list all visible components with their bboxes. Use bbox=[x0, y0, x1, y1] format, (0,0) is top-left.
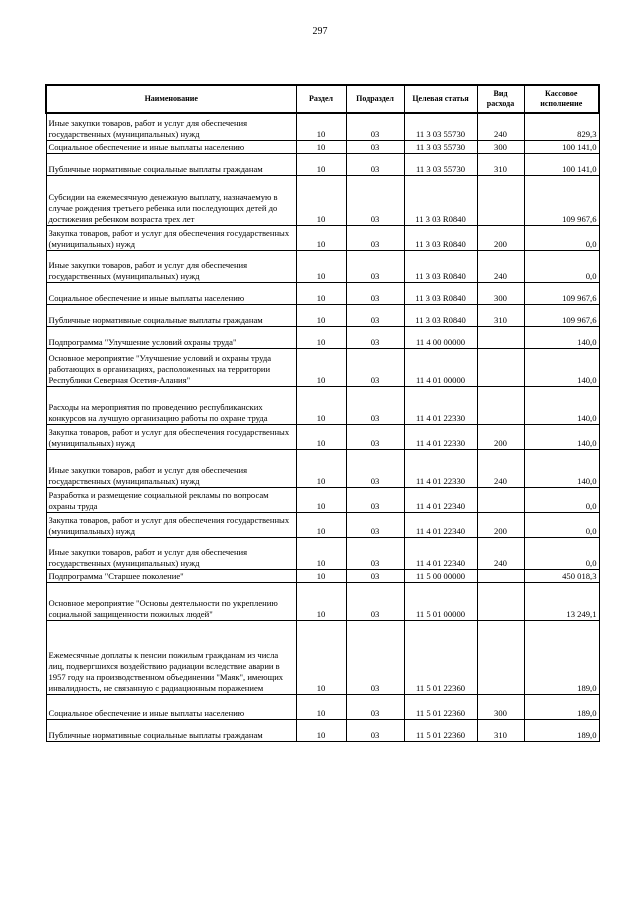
cell-amount: 189,0 bbox=[524, 620, 599, 694]
cell-statya: 11 4 01 00000 bbox=[404, 348, 477, 386]
cell-amount: 189,0 bbox=[524, 694, 599, 719]
cell-podrazdel: 03 bbox=[346, 225, 404, 250]
cell-name: Социальное обеспечение и иные выплаты населению bbox=[46, 140, 296, 153]
cell-statya: 11 3 03 R0840 bbox=[404, 282, 477, 304]
cell-vid: 200 bbox=[477, 512, 524, 537]
cell-podrazdel: 03 bbox=[346, 719, 404, 741]
cell-name: Основное мероприятие "Основы деятельности по укреплению социальной защищенности пожилых людей" bbox=[46, 582, 296, 620]
table-body bbox=[46, 113, 599, 741]
cell-amount: 189,0 bbox=[524, 719, 599, 741]
cell-vid bbox=[477, 582, 524, 620]
table-row bbox=[46, 582, 599, 620]
table-row bbox=[46, 225, 599, 250]
cell-name: Публичные нормативные социальные выплаты гражданам bbox=[46, 153, 296, 175]
cell-podrazdel: 03 bbox=[346, 424, 404, 449]
cell-razdel: 10 bbox=[296, 140, 346, 153]
cell-statya: 11 4 01 22330 bbox=[404, 449, 477, 487]
cell-amount: 0,0 bbox=[524, 250, 599, 282]
cell-podrazdel: 03 bbox=[346, 487, 404, 512]
cell-podrazdel: 03 bbox=[346, 304, 404, 326]
cell-razdel: 10 bbox=[296, 582, 346, 620]
cell-vid bbox=[477, 348, 524, 386]
cell-vid: 310 bbox=[477, 304, 524, 326]
cell-statya: 11 4 01 22330 bbox=[404, 386, 477, 424]
table-row bbox=[46, 424, 599, 449]
table-row bbox=[46, 386, 599, 424]
cell-podrazdel: 03 bbox=[346, 348, 404, 386]
cell-vid: 300 bbox=[477, 140, 524, 153]
cell-podrazdel: 03 bbox=[346, 113, 404, 140]
cell-statya: 11 4 01 22340 bbox=[404, 487, 477, 512]
cell-razdel: 10 bbox=[296, 282, 346, 304]
cell-amount: 109 967,6 bbox=[524, 282, 599, 304]
cell-name: Закупка товаров, работ и услуг для обеспечения государственных (муниципальных) нужд bbox=[46, 424, 296, 449]
header-amount: Кассовое исполнение bbox=[524, 85, 599, 113]
cell-razdel: 10 bbox=[296, 449, 346, 487]
table-row bbox=[46, 153, 599, 175]
cell-name: Иные закупки товаров, работ и услуг для обеспечения государственных (муниципальных) нужд bbox=[46, 113, 296, 140]
cell-statya: 11 3 03 55730 bbox=[404, 153, 477, 175]
cell-amount: 140,0 bbox=[524, 348, 599, 386]
table-row bbox=[46, 250, 599, 282]
cell-podrazdel: 03 bbox=[346, 582, 404, 620]
cell-razdel: 10 bbox=[296, 424, 346, 449]
cell-vid: 300 bbox=[477, 694, 524, 719]
cell-podrazdel: 03 bbox=[346, 386, 404, 424]
table-row bbox=[46, 175, 599, 225]
cell-statya: 11 3 03 55730 bbox=[404, 140, 477, 153]
table-row bbox=[46, 694, 599, 719]
cell-statya: 11 5 00 00000 bbox=[404, 569, 477, 582]
cell-razdel: 10 bbox=[296, 537, 346, 569]
cell-razdel: 10 bbox=[296, 620, 346, 694]
cell-razdel: 10 bbox=[296, 487, 346, 512]
cell-amount: 450 018,3 bbox=[524, 569, 599, 582]
header-podrazdel: Подраздел bbox=[346, 85, 404, 113]
cell-razdel: 10 bbox=[296, 569, 346, 582]
budget-table bbox=[45, 84, 600, 742]
table-row bbox=[46, 512, 599, 537]
cell-amount: 13 249,1 bbox=[524, 582, 599, 620]
cell-vid: 310 bbox=[477, 719, 524, 741]
cell-vid: 300 bbox=[477, 282, 524, 304]
cell-podrazdel: 03 bbox=[346, 512, 404, 537]
table-row bbox=[46, 487, 599, 512]
cell-amount: 0,0 bbox=[524, 225, 599, 250]
cell-statya: 11 3 03 R0840 bbox=[404, 175, 477, 225]
cell-podrazdel: 03 bbox=[346, 250, 404, 282]
cell-statya: 11 4 01 22340 bbox=[404, 537, 477, 569]
cell-name: Закупка товаров, работ и услуг для обеспечения государственных (муниципальных) нужд bbox=[46, 225, 296, 250]
cell-vid bbox=[477, 569, 524, 582]
cell-vid: 200 bbox=[477, 225, 524, 250]
cell-amount: 100 141,0 bbox=[524, 140, 599, 153]
table-row bbox=[46, 304, 599, 326]
cell-statya: 11 5 01 22360 bbox=[404, 694, 477, 719]
cell-statya: 11 5 01 00000 bbox=[404, 582, 477, 620]
cell-name: Социальное обеспечение и иные выплаты населению bbox=[46, 694, 296, 719]
cell-statya: 11 4 01 22330 bbox=[404, 424, 477, 449]
cell-podrazdel: 03 bbox=[346, 569, 404, 582]
cell-statya: 11 4 00 00000 bbox=[404, 326, 477, 348]
cell-podrazdel: 03 bbox=[346, 153, 404, 175]
cell-podrazdel: 03 bbox=[346, 620, 404, 694]
cell-podrazdel: 03 bbox=[346, 449, 404, 487]
cell-vid bbox=[477, 175, 524, 225]
cell-vid bbox=[477, 620, 524, 694]
cell-amount: 140,0 bbox=[524, 386, 599, 424]
cell-amount: 109 967,6 bbox=[524, 304, 599, 326]
cell-vid: 240 bbox=[477, 250, 524, 282]
cell-razdel: 10 bbox=[296, 326, 346, 348]
cell-razdel: 10 bbox=[296, 113, 346, 140]
cell-name: Подпрограмма "Улучшение условий охраны труда" bbox=[46, 326, 296, 348]
cell-name: Публичные нормативные социальные выплаты гражданам bbox=[46, 304, 296, 326]
cell-vid bbox=[477, 386, 524, 424]
cell-podrazdel: 03 bbox=[346, 537, 404, 569]
table-row bbox=[46, 326, 599, 348]
cell-podrazdel: 03 bbox=[346, 694, 404, 719]
table-row bbox=[46, 719, 599, 741]
cell-name: Иные закупки товаров, работ и услуг для обеспечения государственных (муниципальных) нужд bbox=[46, 250, 296, 282]
cell-name: Социальное обеспечение и иные выплаты населению bbox=[46, 282, 296, 304]
table-row bbox=[46, 113, 599, 140]
cell-razdel: 10 bbox=[296, 225, 346, 250]
cell-vid bbox=[477, 487, 524, 512]
cell-razdel: 10 bbox=[296, 719, 346, 741]
cell-statya: 11 3 03 55730 bbox=[404, 113, 477, 140]
cell-amount: 140,0 bbox=[524, 449, 599, 487]
cell-podrazdel: 03 bbox=[346, 175, 404, 225]
cell-statya: 11 3 03 R0840 bbox=[404, 304, 477, 326]
table-row bbox=[46, 449, 599, 487]
cell-name: Иные закупки товаров, работ и услуг для обеспечения государственных (муниципальных) нужд bbox=[46, 537, 296, 569]
cell-amount: 140,0 bbox=[524, 424, 599, 449]
cell-name: Субсидии на ежемесячную денежную выплату, назначаемую в случае рождения третьего ребенка или последующих детей до достижения ребенком возраста трех лет bbox=[46, 175, 296, 225]
cell-amount: 0,0 bbox=[524, 487, 599, 512]
table-row bbox=[46, 537, 599, 569]
table-row bbox=[46, 140, 599, 153]
table-row bbox=[46, 348, 599, 386]
header-razdel: Раздел bbox=[296, 85, 346, 113]
table-row bbox=[46, 569, 599, 582]
header-vid: Вид расхода bbox=[477, 85, 524, 113]
cell-podrazdel: 03 bbox=[346, 326, 404, 348]
table-row bbox=[46, 282, 599, 304]
cell-name: Ежемесячные доплаты к пенсии пожилым гражданам из числа лиц, подвергшихся воздействию радиации вследствие аварии в 1957 году на производственном объединении "Маяк", имеющих инвалидность, не связанную с радиационным поражением bbox=[46, 620, 296, 694]
cell-amount: 829,3 bbox=[524, 113, 599, 140]
cell-statya: 11 4 01 22340 bbox=[404, 512, 477, 537]
page-number: 297 bbox=[312, 26, 328, 37]
cell-amount: 140,0 bbox=[524, 326, 599, 348]
cell-vid bbox=[477, 326, 524, 348]
cell-statya: 11 3 03 R0840 bbox=[404, 250, 477, 282]
cell-razdel: 10 bbox=[296, 348, 346, 386]
cell-razdel: 10 bbox=[296, 175, 346, 225]
cell-vid: 200 bbox=[477, 424, 524, 449]
cell-statya: 11 5 01 22360 bbox=[404, 620, 477, 694]
cell-amount: 109 967,6 bbox=[524, 175, 599, 225]
cell-razdel: 10 bbox=[296, 250, 346, 282]
cell-vid: 240 bbox=[477, 537, 524, 569]
cell-name: Публичные нормативные социальные выплаты гражданам bbox=[46, 719, 296, 741]
table-header bbox=[46, 85, 599, 113]
cell-amount: 0,0 bbox=[524, 537, 599, 569]
cell-razdel: 10 bbox=[296, 304, 346, 326]
cell-vid: 310 bbox=[477, 153, 524, 175]
cell-podrazdel: 03 bbox=[346, 140, 404, 153]
cell-vid: 240 bbox=[477, 113, 524, 140]
cell-statya: 11 5 01 22360 bbox=[404, 719, 477, 741]
cell-name: Иные закупки товаров, работ и услуг для обеспечения государственных (муниципальных) нужд bbox=[46, 449, 296, 487]
header-statya: Целевая статья bbox=[404, 85, 477, 113]
cell-podrazdel: 03 bbox=[346, 282, 404, 304]
cell-statya: 11 3 03 R0840 bbox=[404, 225, 477, 250]
header-row bbox=[46, 85, 599, 113]
cell-razdel: 10 bbox=[296, 694, 346, 719]
cell-name: Закупка товаров, работ и услуг для обеспечения государственных (муниципальных) нужд bbox=[46, 512, 296, 537]
cell-amount: 100 141,0 bbox=[524, 153, 599, 175]
cell-name: Подпрограмма "Старшее поколение" bbox=[46, 569, 296, 582]
cell-razdel: 10 bbox=[296, 512, 346, 537]
cell-name: Расходы на мероприятия по проведению республиканских конкурсов на лучшую организацию работы по охране труда bbox=[46, 386, 296, 424]
header-name: Наименование bbox=[46, 85, 296, 113]
cell-name: Основное мероприятие "Улучшение условий и охраны труда работающих в организациях, расположенных на территории Республики Северная Осетия-Алания" bbox=[46, 348, 296, 386]
cell-name: Разработка и размещение социальной рекламы по вопросам охраны труда bbox=[46, 487, 296, 512]
cell-razdel: 10 bbox=[296, 153, 346, 175]
cell-vid: 240 bbox=[477, 449, 524, 487]
cell-razdel: 10 bbox=[296, 386, 346, 424]
cell-amount: 0,0 bbox=[524, 512, 599, 537]
table-row bbox=[46, 620, 599, 694]
